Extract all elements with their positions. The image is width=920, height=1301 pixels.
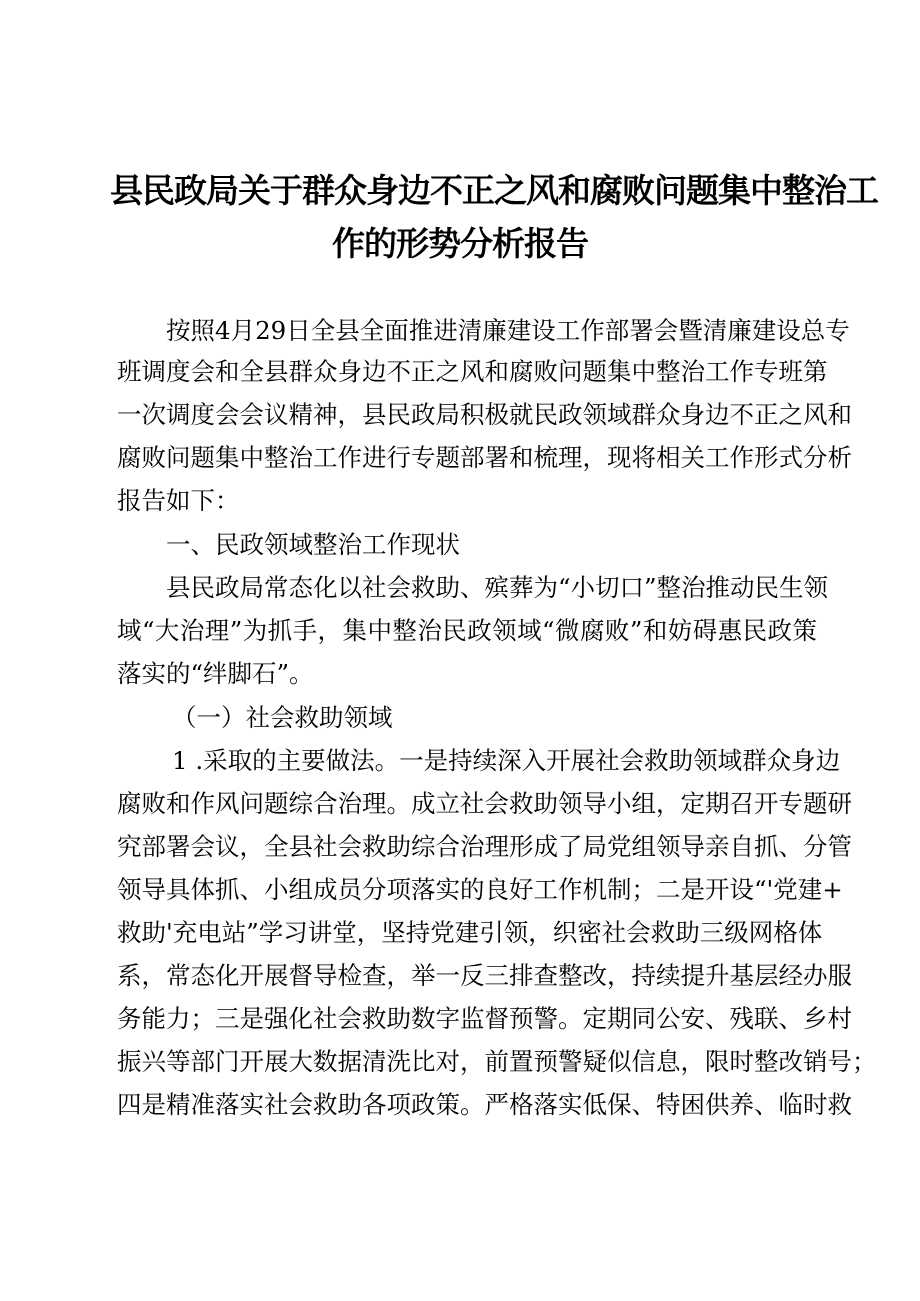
- item-1-line-2: 腐败和作风问题综合治理。成立社会救助领导小组，定期召开专题研: [117, 789, 852, 818]
- document-title-line-1: 县民政局关于群众身边不正之风和腐败问题集中整治工: [110, 171, 878, 210]
- section-1-paragraph-line-1: 县民政局常态化以社会救助、殡葬为“小切口”整治推动民生领: [166, 573, 829, 602]
- item-1-line-6: 系，常态化开展督导检查，举一反三排查整改，持续提升基层经办服: [117, 961, 852, 990]
- intro-paragraph-line-4: 腐败问题集中整治工作进行专题部署和梳理，现将相关工作形式分析: [117, 443, 852, 472]
- intro-paragraph-line-1: 按照4月29日全县全面推进清廉建设工作部署会暨清廉建设总专: [166, 316, 850, 345]
- section-1-paragraph-line-3: 落实的“绊脚石”。: [117, 659, 314, 688]
- section-1-paragraph-line-2: 域“大治理”为抓手，集中整治民政领域“微腐败”和妨碍惠民政策: [117, 616, 817, 645]
- item-1-line-7: 务能力；三是强化社会救助数字监督预警。定期同公安、残联、乡村: [117, 1004, 852, 1033]
- item-1-line-3: 究部署会议，全县社会救助综合治理形成了局党组领导亲自抓、分管: [117, 832, 852, 861]
- item-1-line-1: 1 .采取的主要做法。一是持续深入开展社会救助领域群众身边: [172, 746, 841, 775]
- section-1-heading: 一、民政领域整治工作现状: [166, 530, 460, 559]
- item-1-line-5: 救助'充电站”学习讲堂，坚持党建引领，织密社会救助三级网格体: [117, 918, 823, 947]
- intro-paragraph-line-3: 一次调度会会议精神，县民政局积极就民政领域群众身边不正之风和: [117, 400, 852, 429]
- item-1-line-9: 四是精准落实社会救助各项政策。严格落实低保、特困供养、临时救: [117, 1090, 852, 1119]
- item-1-line-4: 领导具体抓、小组成员分项落实的良好工作机制；二是开设“'党建+: [117, 875, 843, 904]
- item-1-line-8: 振兴等部门开展大数据清洗比对，前置预警疑似信息，限时整改销号；: [117, 1047, 877, 1076]
- document-title-line-2: 作的形势分析报告: [332, 224, 588, 263]
- subsection-1-heading: （一）社会救助领域: [172, 703, 393, 732]
- intro-paragraph-line-2: 班调度会和全县群众身边不正之风和腐败问题集中整治工作专班第: [117, 357, 828, 386]
- intro-paragraph-line-5: 报告如下：: [117, 486, 240, 515]
